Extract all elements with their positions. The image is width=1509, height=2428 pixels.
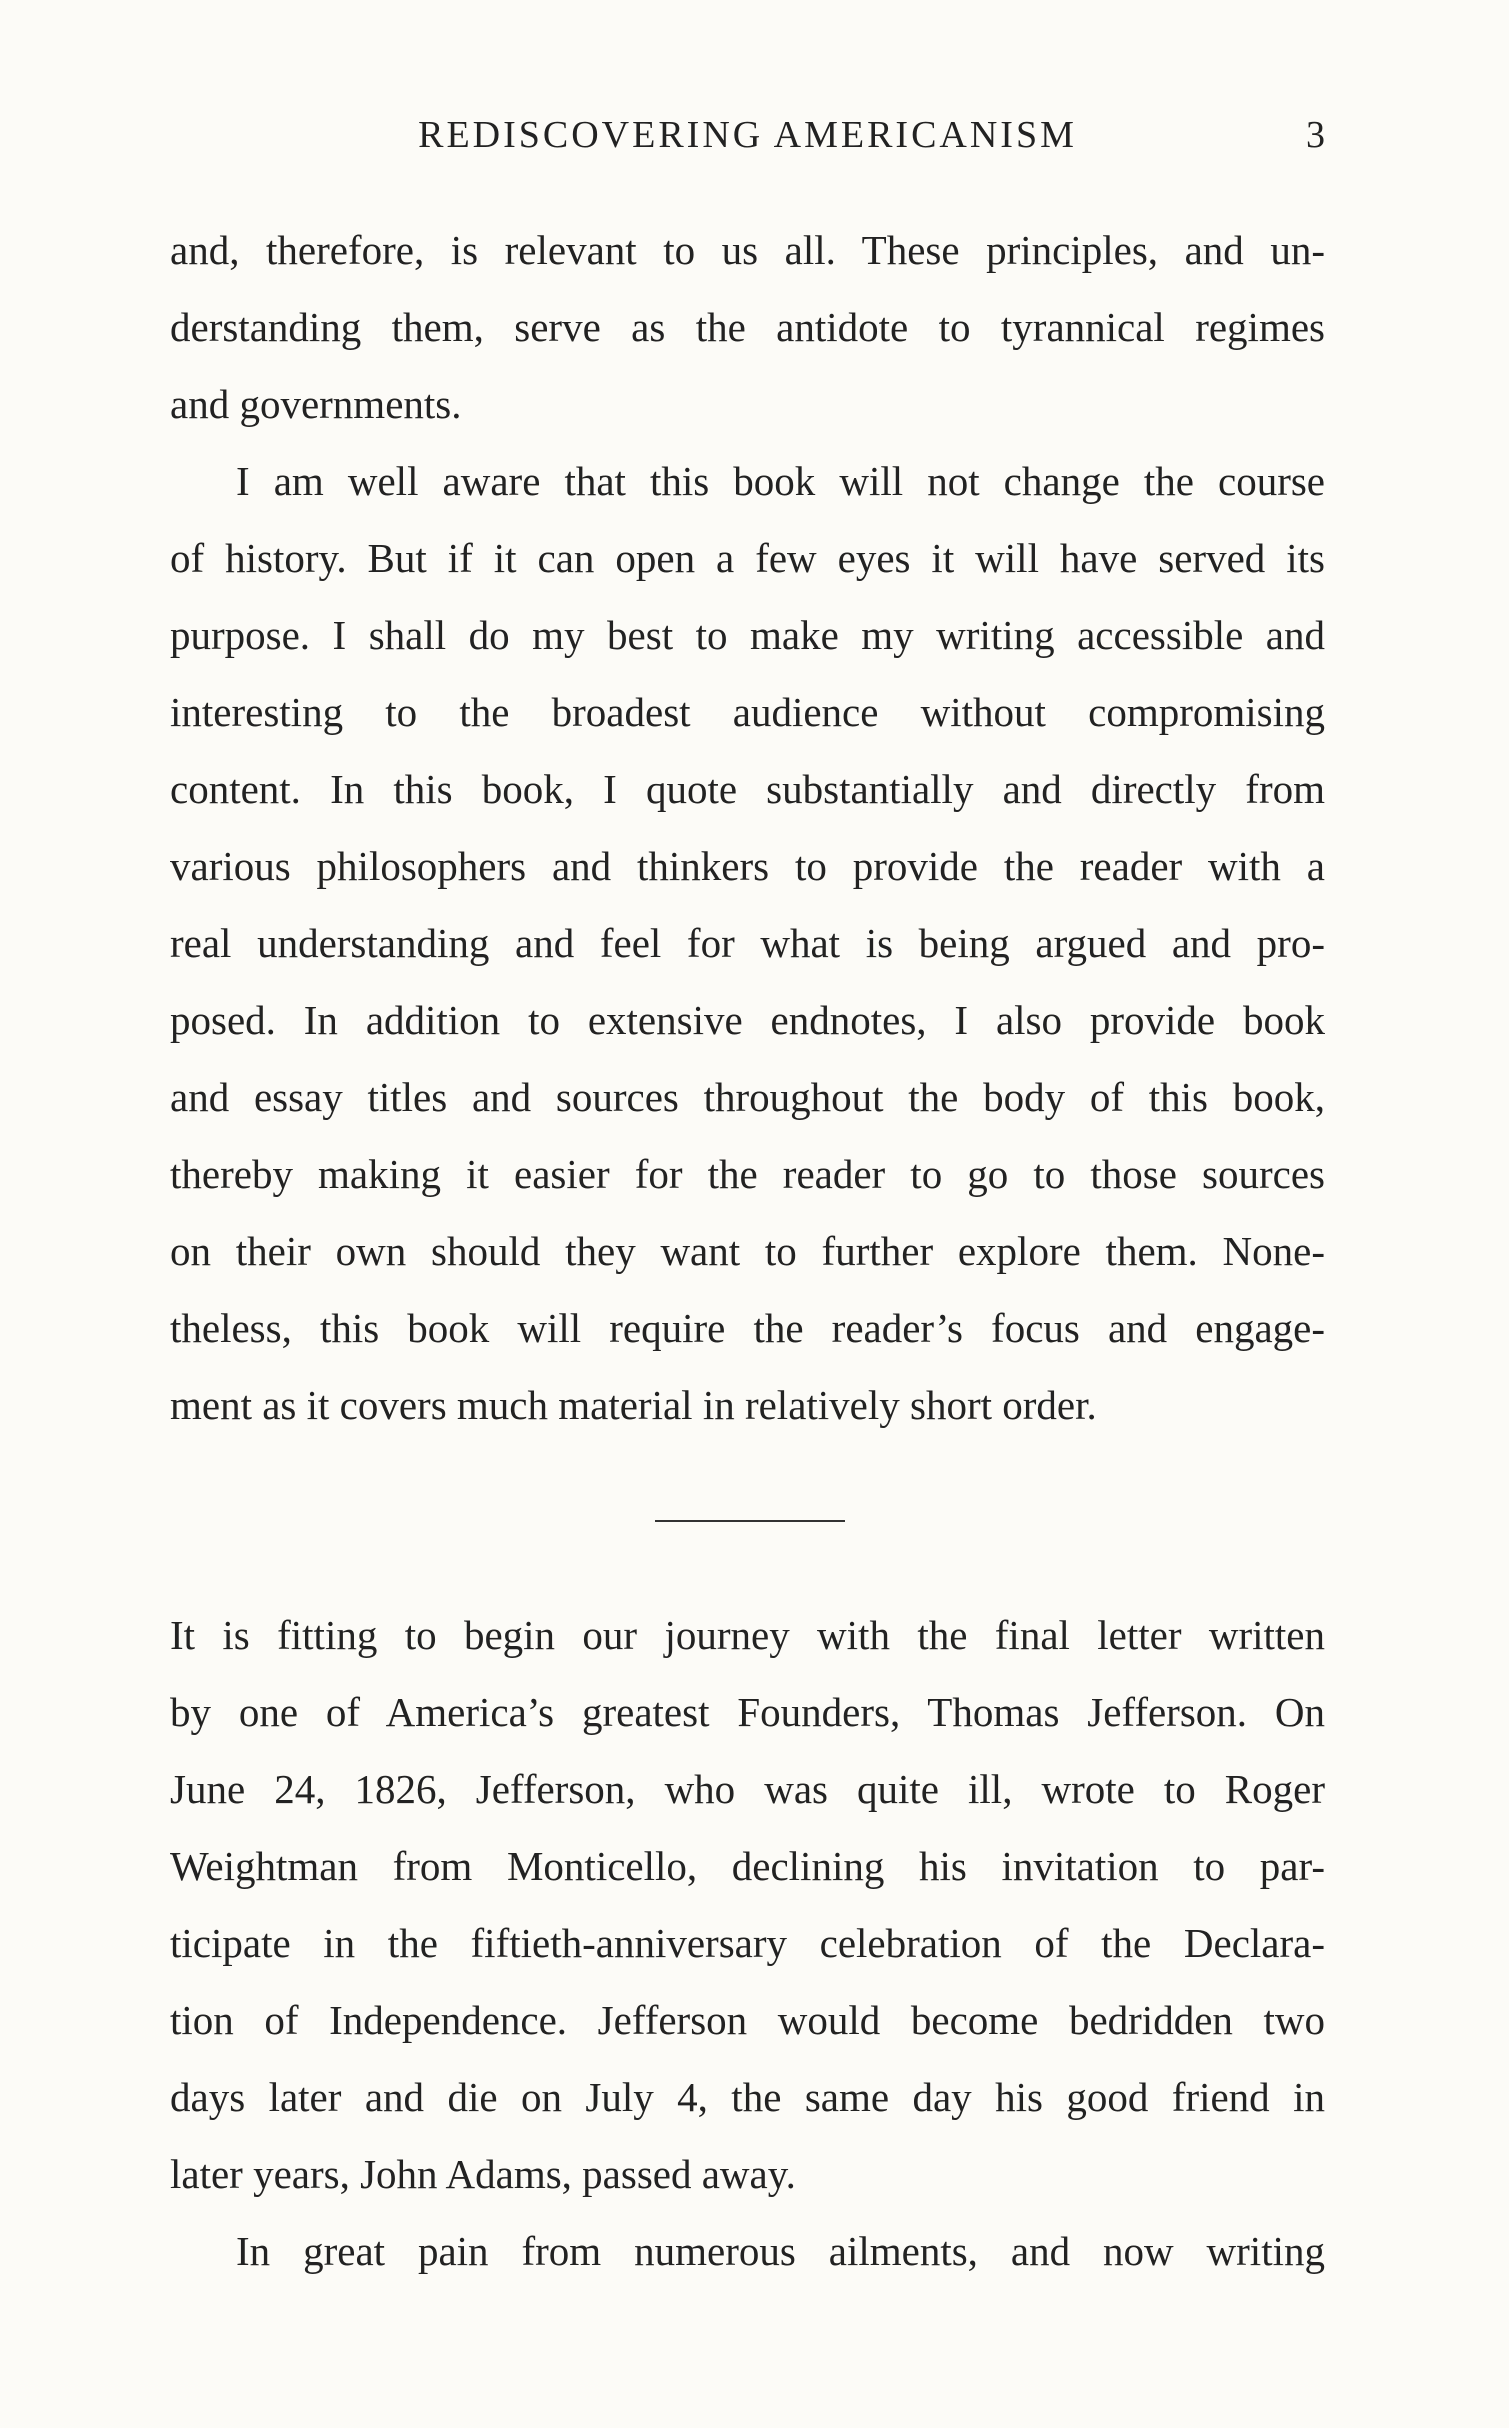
text-line: interesting to the broadest audience without compromising	[170, 689, 1325, 735]
text-line: later years, John Adams, passed away.	[170, 2151, 796, 2197]
text-line: I am well aware that this book will not change the course	[236, 458, 1325, 504]
text-line: days later and die on July 4, the same day his good friend in	[170, 2074, 1325, 2120]
text-line: of history. But if it can open a few eyes it will have served its	[170, 535, 1325, 581]
running-head	[170, 105, 1325, 165]
text-line: content. In this book, I quote substantially and directly from	[170, 766, 1325, 812]
text-line: tion of Independence. Jefferson would become bedridden two	[170, 1997, 1325, 2043]
text-line: Weightman from Monticello, declining his invitation to par-	[170, 1843, 1325, 1889]
text-line: on their own should they want to further explore them. None-	[170, 1228, 1325, 1274]
text-line: June 24, 1826, Jefferson, who was quite ill, wrote to Roger	[170, 1766, 1325, 1812]
text-line: purpose. I shall do my best to make my writing accessible and	[170, 612, 1325, 658]
text-line: It is fitting to begin our journey with the final letter written	[170, 1612, 1325, 1658]
text-line: posed. In addition to extensive endnotes, I also provide book	[170, 997, 1325, 1043]
text-line: ticipate in the fiftieth-anniversary celebration of the Declara-	[170, 1920, 1325, 1966]
text-line: real understanding and feel for what is being argued and pro-	[170, 920, 1325, 966]
running-title: REDISCOVERING AMERICANISM	[418, 114, 1077, 156]
section-break-rule	[655, 1520, 845, 1522]
text-line: various philosophers and thinkers to provide the reader with a	[170, 843, 1325, 889]
text-line: and, therefore, is relevant to us all. These principles, and un-	[170, 227, 1325, 273]
text-line: ment as it covers much material in relatively short order.	[170, 1382, 1097, 1428]
text-line: thereby making it easier for the reader to go to those sources	[170, 1151, 1325, 1197]
text-line: and governments.	[170, 381, 462, 427]
text-line: by one of America’s greatest Founders, Thomas Jefferson. On	[170, 1689, 1325, 1735]
text-line: In great pain from numerous ailments, and now writing	[236, 2228, 1325, 2274]
text-line: theless, this book will require the reader’s focus and engage-	[170, 1305, 1325, 1351]
text-line: and essay titles and sources throughout the body of this book,	[170, 1074, 1325, 1120]
text-line: derstanding them, serve as the antidote to tyrannical regimes	[170, 304, 1325, 350]
page-number: 3	[1306, 114, 1325, 156]
